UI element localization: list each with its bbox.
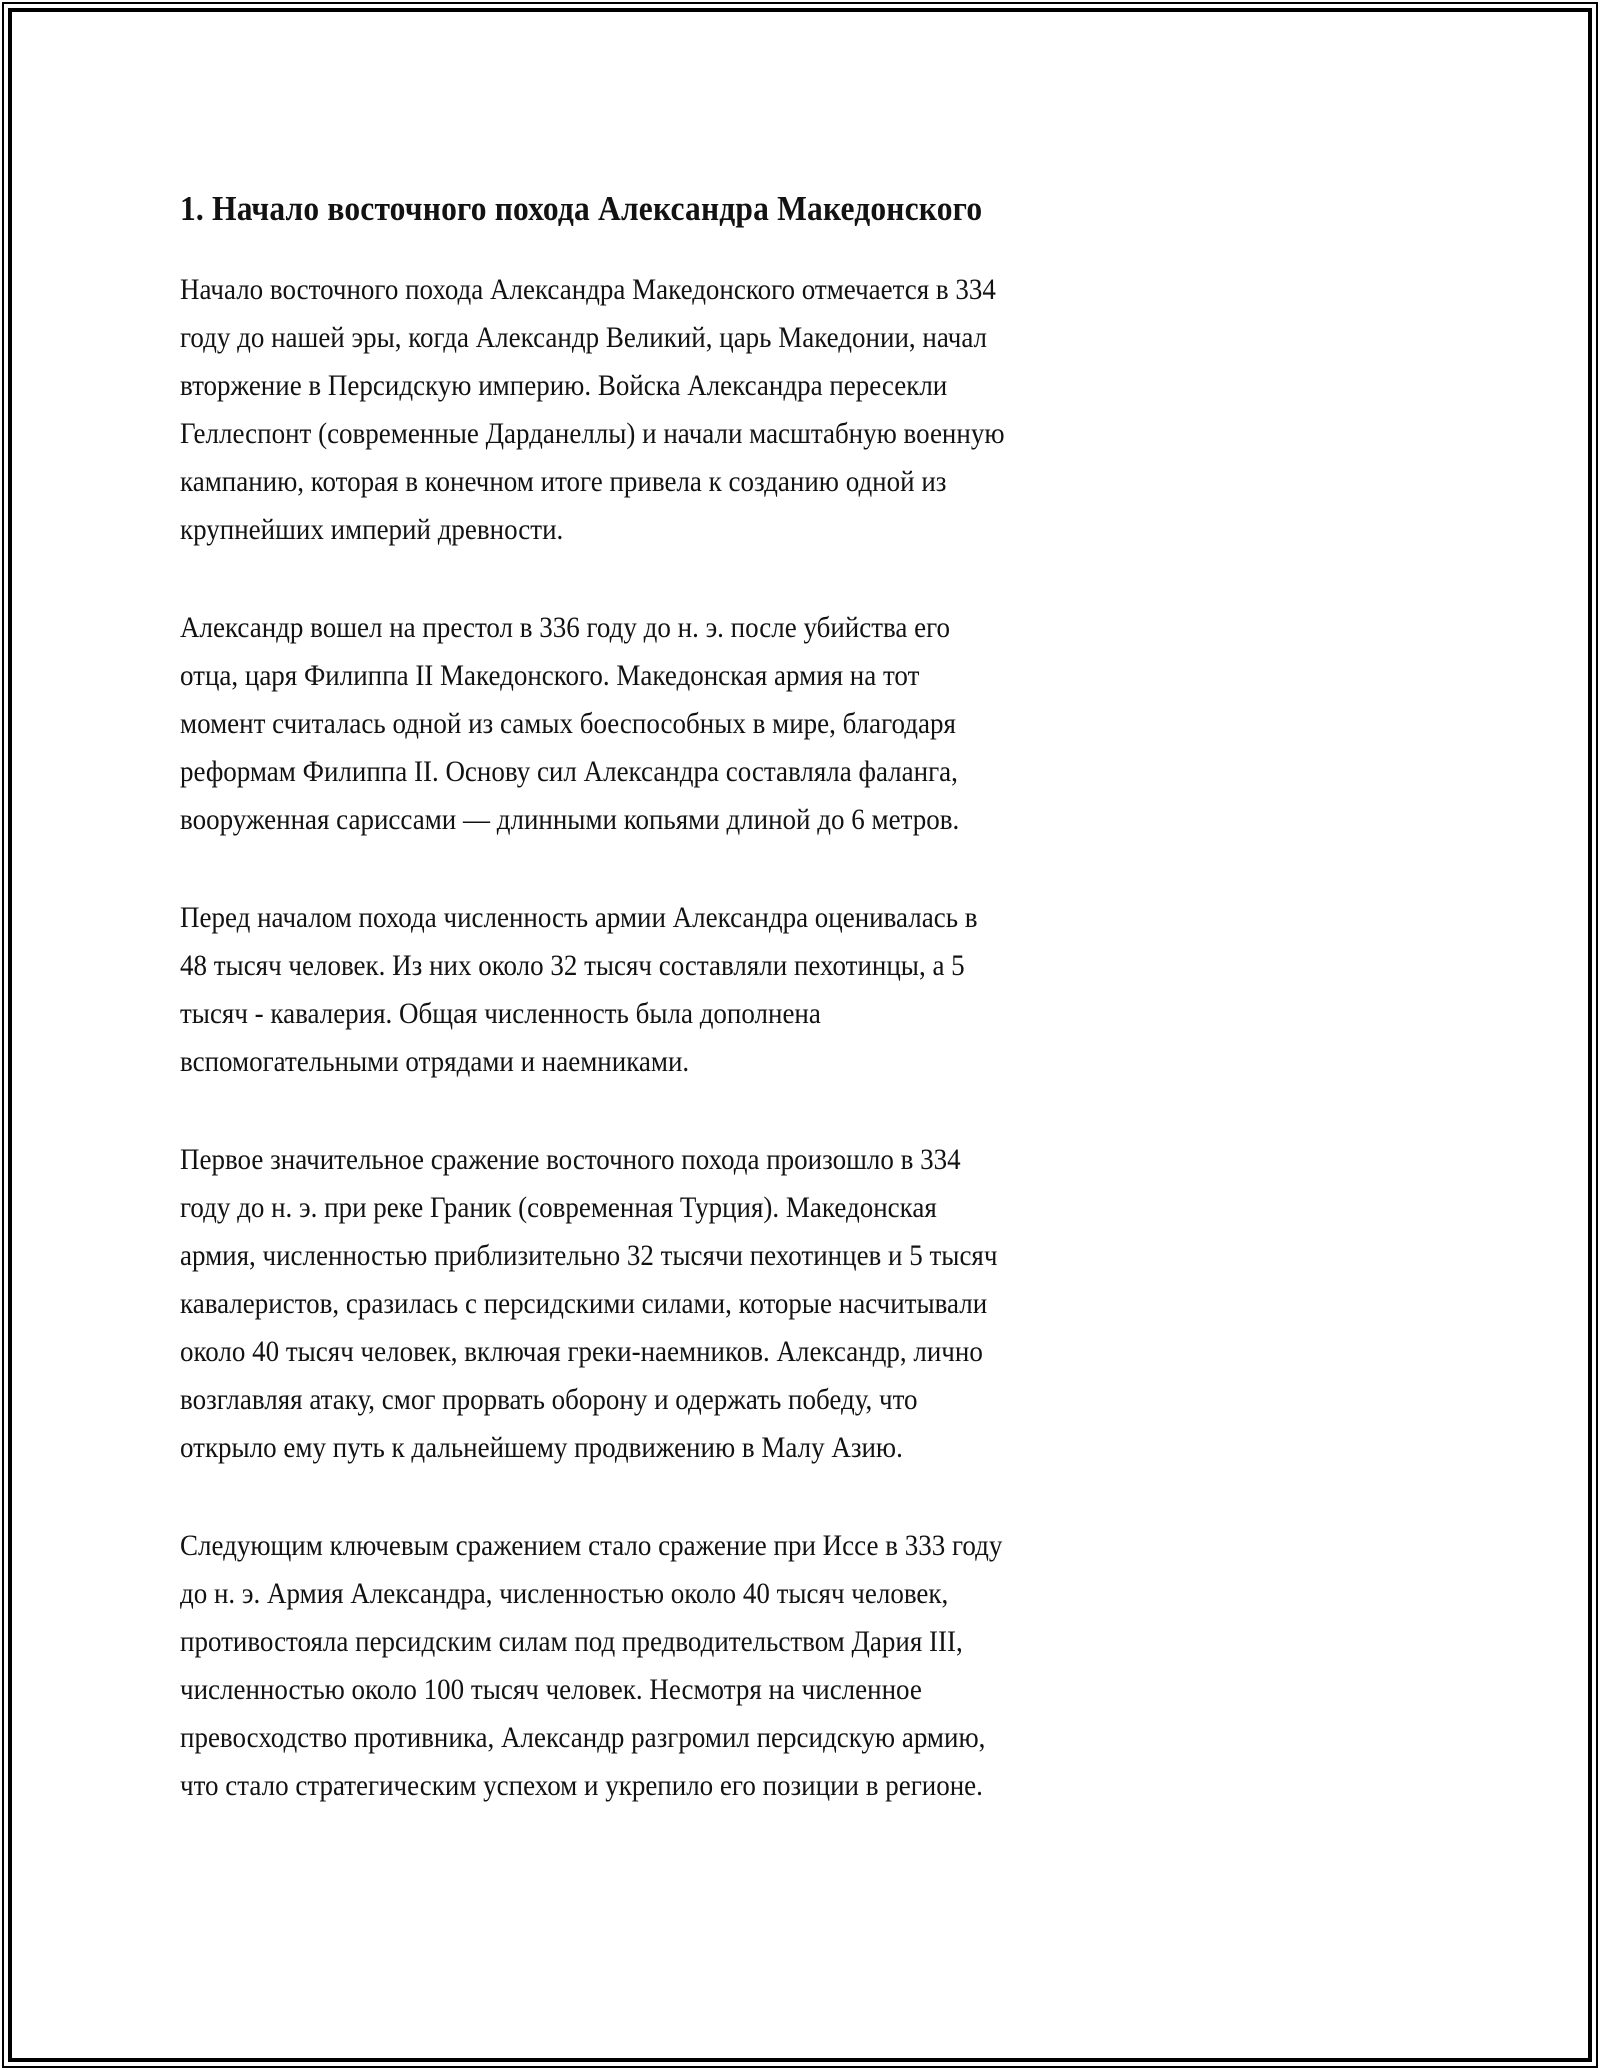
paragraph-2	[180, 604, 1080, 844]
text-line: момент считалась одной из самых боеспособных в мире, благодаря	[180, 707, 956, 740]
text-line: численностью около 100 тысяч человек. Несмотря на численное	[180, 1673, 922, 1706]
text-line: превосходство противника, Александр разгромил персидскую армию,	[180, 1721, 986, 1754]
text-line: Начало восточного похода Александра Македонского отмечается в 334	[180, 273, 996, 306]
text-line: Перед началом похода численность армии Александра оценивалась в	[180, 901, 978, 934]
text-line: 48 тысяч человек. Из них около 32 тысяч составляли пехотинцы, а 5	[180, 949, 965, 982]
text-line: возглавляя атаку, смог прорвать оборону и одержать победу, что	[180, 1383, 918, 1416]
text-line: около 40 тысяч человек, включая греки-наемников. Александр, лично	[180, 1335, 983, 1368]
text-line: тысяч - кавалерия. Общая численность была дополнена	[180, 997, 821, 1030]
text-line: кавалеристов, сразилась с персидскими силами, которые насчитывали	[180, 1287, 988, 1320]
paragraph-1	[180, 266, 1080, 554]
text-line: до н. э. Армия Александра, численностью около 40 тысяч человек,	[180, 1577, 949, 1610]
document-content	[180, 188, 1080, 1860]
text-line: Александр вошел на престол в 336 году до н. э. после убийства его	[180, 611, 951, 644]
paragraph-4	[180, 1136, 1080, 1472]
text-line: открыло ему путь к дальнейшему продвижению в Малу Азию.	[180, 1431, 903, 1464]
text-line: армия, численностью приблизительно 32 тысячи пехотинцев и 5 тысяч	[180, 1239, 998, 1272]
text-line: отца, царя Филиппа II Македонского. Македонская армия на тот	[180, 659, 920, 692]
paragraph-3	[180, 894, 1080, 1086]
text-line: реформам Филиппа II. Основу сил Александра составляла фаланга,	[180, 755, 958, 788]
text-line: вторжение в Персидскую империю. Войска Александра пересекли	[180, 369, 948, 402]
text-line: противостояла персидским силам под предводительством Дария III,	[180, 1625, 963, 1658]
text-line: Геллеспонт (современные Дарданеллы) и начали масштабную военную	[180, 417, 1005, 450]
text-line: кампанию, которая в конечном итоге привела к созданию одной из	[180, 465, 947, 498]
text-line: Следующим ключевым сражением стало сражение при Иссе в 333 году	[180, 1529, 1003, 1562]
text-line: году до н. э. при реке Граник (современная Турция). Македонская	[180, 1191, 937, 1224]
text-line: вспомогательными отрядами и наемниками.	[180, 1045, 690, 1078]
paragraph-5	[180, 1522, 1080, 1810]
text-line: году до нашей эры, когда Александр Великий, царь Македонии, начал	[180, 321, 988, 354]
text-line: вооруженная сариссами — длинными копьями длиной до 6 метров.	[180, 803, 960, 836]
section-heading: 1. Начало восточного похода Александра Македонского	[180, 189, 983, 228]
text-line: крупнейших империй древности.	[180, 513, 564, 546]
text-line: что стало стратегическим успехом и укрепило его позиции в регионе.	[180, 1769, 983, 1802]
text-line: Первое значительное сражение восточного похода произошло в 334	[180, 1143, 961, 1176]
